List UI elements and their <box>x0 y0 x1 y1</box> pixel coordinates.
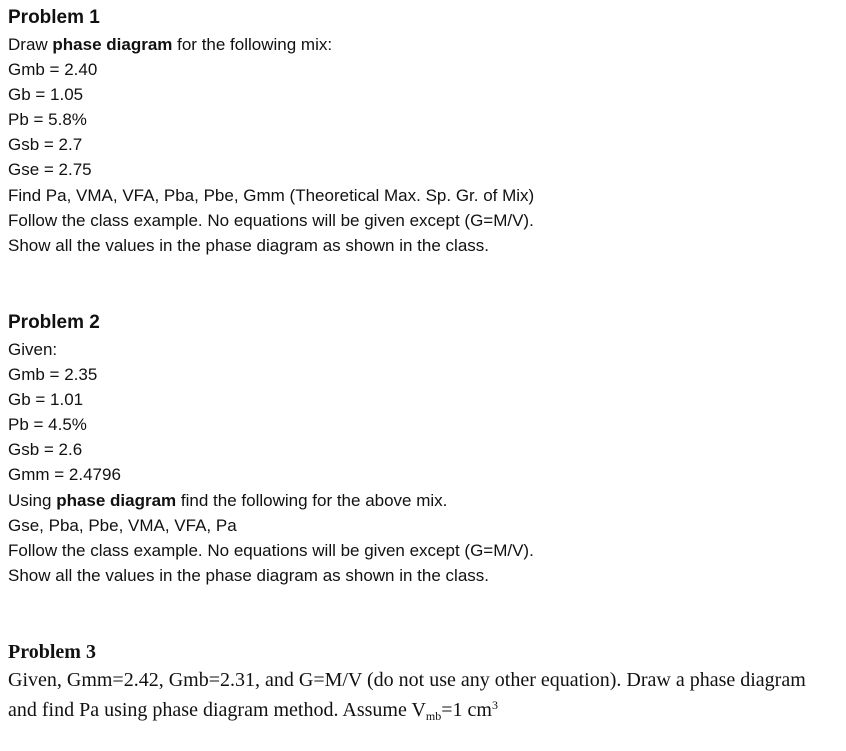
problem-2-value-gb: Gb = 1.01 <box>8 390 84 409</box>
problem-2-value-pb: Pb = 4.5% <box>8 415 87 434</box>
problem-2-instruction: Follow the class example. No equations will be given except (G=M/V). <box>8 541 534 560</box>
problem-3-title: Problem 3 <box>8 641 96 663</box>
problem-2-instruction: Show all the values in the phase diagram as shown in the class. <box>8 566 489 585</box>
problem-1-intro: Draw phase diagram for the following mix: <box>8 35 333 54</box>
problem-1-instruction: Find Pa, VMA, VFA, Pba, Pbe, Gmm (Theoretical Max. Sp. Gr. of Mix) <box>8 186 535 205</box>
problem-2-given: Given: <box>8 340 58 359</box>
problem-2-instruction: Gse, Pba, Pbe, VMA, VFA, Pa <box>8 516 237 535</box>
problem-1-instruction: Follow the class example. No equations will be given except (G=M/V). <box>8 211 534 230</box>
problem-2-value-gmm: Gmm = 2.4796 <box>8 465 121 484</box>
problem-1-value-pb: Pb = 5.8% <box>8 110 87 129</box>
problem-1-value-gb: Gb = 1.05 <box>8 85 84 104</box>
problem-2-value-gsb: Gsb = 2.6 <box>8 440 83 459</box>
problem-1-value-gse: Gse = 2.75 <box>8 160 92 179</box>
problem-2-value-gmb: Gmb = 2.35 <box>8 365 98 384</box>
problem-2-title: Problem 2 <box>8 312 100 333</box>
problem-1-value-gmb: Gmb = 2.40 <box>8 60 98 79</box>
problem-2-using: Using phase diagram find the following for the above mix. <box>8 491 448 510</box>
problem-3-text: Given, Gmm=2.42, Gmb=2.31, and G=M/V (do not use any other equation). Draw a phase diagram and find Pa using phase diagram method. Assume $V_{mb}=1$ $cm^3$ <box>8 669 806 724</box>
problem-1-value-gsb: Gsb = 2.7 <box>8 135 83 154</box>
problem-1-instruction: Show all the values in the phase diagram as shown in the class. <box>8 236 489 255</box>
problem-1-title: Problem 1 <box>8 7 100 28</box>
